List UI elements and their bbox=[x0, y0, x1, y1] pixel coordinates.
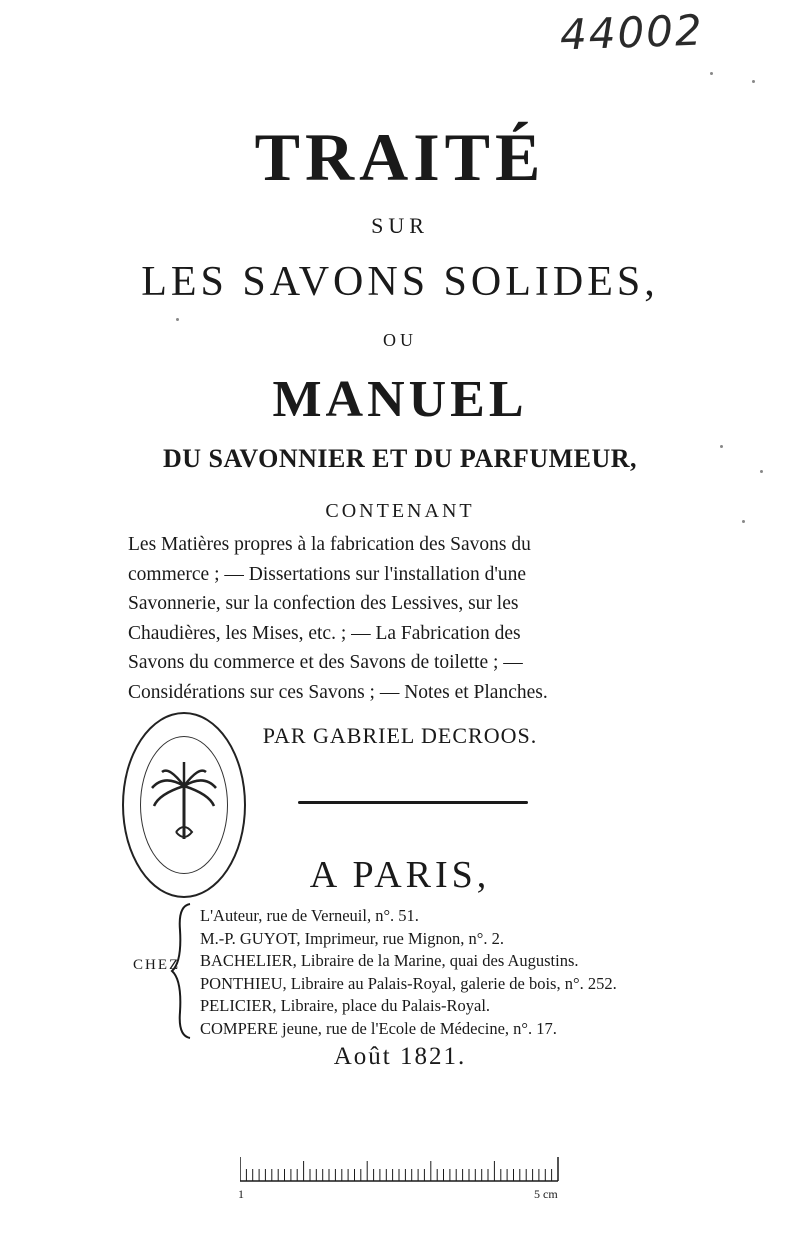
contents-line: Savons du commerce et des Savons de toilette ; — bbox=[128, 652, 523, 673]
paper-speck bbox=[720, 445, 723, 448]
contents-line: commerce ; — Dissertations sur l'installation d'une bbox=[128, 563, 527, 585]
scale-label-end: 5 cm bbox=[534, 1187, 558, 1201]
book-title: TRAITÉ bbox=[254, 119, 546, 195]
contents-line: Chaudières, les Mises, etc. ; — La Fabrication des bbox=[128, 622, 521, 644]
place-of-publication: A PARIS, bbox=[309, 854, 491, 896]
paper-speck bbox=[742, 520, 745, 523]
contents-line: Les Matières propres à la fabrication des Savons du bbox=[128, 534, 531, 555]
paper-speck bbox=[176, 318, 179, 321]
book-subject: LES SAVONS SOLIDES, bbox=[141, 259, 659, 305]
bookseller-entry: PELICIER, Libraire, place du Palais-Royal. bbox=[200, 996, 491, 1015]
paper-speck bbox=[760, 470, 763, 473]
alternate-title: MANUEL bbox=[272, 371, 528, 428]
title-connector-sur: SUR bbox=[371, 213, 429, 238]
bookseller-entry: L'Auteur, rue de Verneuil, n°. 51. bbox=[200, 906, 419, 925]
bookseller-entry: COMPERE jeune, rue de l'Ecole de Médecine, n°. 17. bbox=[200, 1018, 557, 1038]
scale-label-start: 1 bbox=[238, 1187, 244, 1201]
left-brace-icon bbox=[170, 900, 194, 1042]
bookseller-entry: M.-P. GUYOT, Imprimeur, rue Mignon, n°. 2. bbox=[200, 928, 504, 948]
booksellers-list bbox=[200, 905, 617, 1040]
bookseller-entry: PONTHIEU, Libraire au Palais-Royal, galerie de bois, n°. 252. bbox=[200, 973, 617, 993]
title-connector-ou: OU bbox=[383, 330, 417, 350]
contents-line: Considérations sur ces Savons ; — Notes et Planches. bbox=[128, 681, 548, 703]
paper-speck bbox=[710, 72, 713, 75]
author-line: PAR GABRIEL DECROOS. bbox=[262, 723, 538, 748]
bookseller-entry: BACHELIER, Libraire de la Marine, quai des Augustins. bbox=[200, 951, 579, 970]
contents-description bbox=[128, 530, 658, 707]
horizontal-rule bbox=[298, 801, 528, 804]
paper-speck bbox=[752, 80, 755, 83]
ruler-scale bbox=[240, 1155, 560, 1187]
publication-date: Août 1821. bbox=[333, 1043, 467, 1070]
contents-line: Savonnerie, sur la confection des Lessives, sur les bbox=[128, 593, 519, 614]
handwritten-shelfmark: 44002 bbox=[559, 5, 705, 60]
chez-label: CHEZ bbox=[133, 957, 181, 973]
book-subtitle: DU SAVONNIER ET DU PARFUMEUR, bbox=[162, 444, 638, 473]
contents-heading: CONTENANT bbox=[325, 500, 475, 522]
